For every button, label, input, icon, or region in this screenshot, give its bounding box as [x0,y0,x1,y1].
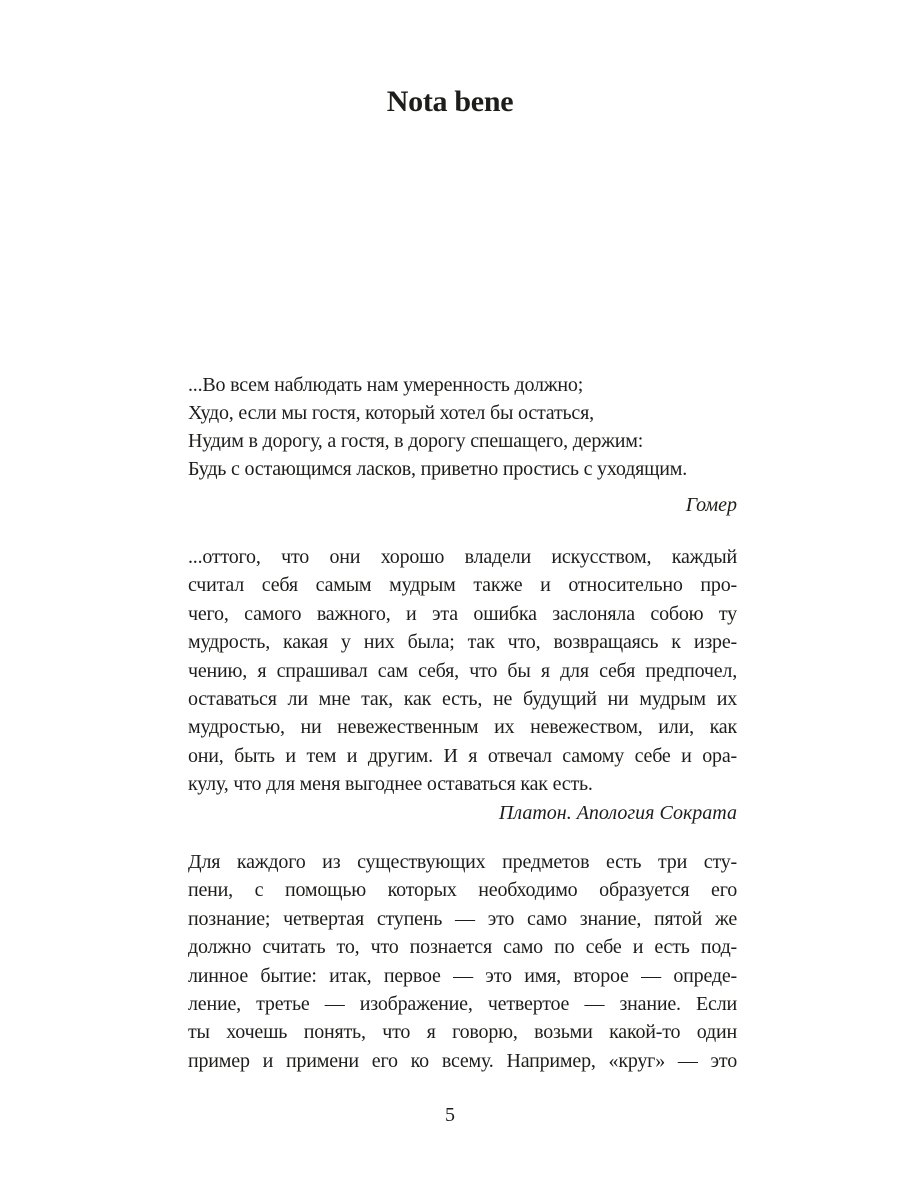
page-title: Nota bene [386,85,514,118]
text-line: чего, самого важного, и эта ошибка заслоняла собою ту [188,602,737,625]
text-line: познание; четвертая ступень — это само знание, пятой же [188,907,737,930]
text-line: пример и примени его ко всему. Например, «круг» — это [188,1049,737,1072]
text-line: линное бытие: итак, первое — это имя, второе — опреде- [188,964,737,987]
quote-paragraph [188,543,737,799]
body-paragraph [188,848,737,1075]
verse-line: Будь с остающимся ласков, приветно простись с уходящим. [188,458,688,480]
text-line: пени, с помощью которых необходимо образуется его [188,879,737,902]
text-line: считал себя самым мудрым также и относительно про- [188,574,737,597]
verse-line: ...Во всем наблюдать нам умеренность должно; [188,374,584,396]
text-line: ...оттого, что они хорошо владели искусством, каждый [188,546,737,568]
text-line: они, быть и тем и другим. И я отвечал самому себе и ора- [188,744,737,767]
text-line: оставаться ли мне так, как есть, не будущий ни мудрым их [188,687,737,710]
text-line: ты хочешь понять, что я говорю, возьми какой-то один [188,1021,737,1044]
verse-line: Худо, если мы гостя, который хотел бы остаться, [188,402,594,424]
text-line: должно считать то, что познается само по себе и есть под- [188,936,737,959]
text-line: Для каждого из существующих предметов есть три сту- [188,851,737,873]
quote-attribution: Платон. Апология Сократа [498,802,737,824]
page-number: 5 [445,1104,455,1126]
text-line: чению, я спрашивал сам себя, что бы я для себя предпочел, [188,659,737,682]
text-line: кулу, что для меня выгоднее оставаться как есть. [188,773,593,796]
text-line: мудростью, ни невежественным их невежеством, или, как [188,716,737,739]
epigraph-verse [188,371,740,483]
epigraph-attribution: Гомер [685,494,737,516]
text-line: мудрость, какая у них была; так что, возвращаясь к изре- [188,631,737,654]
verse-line: Нудим в дорогу, а гостя, в дорогу спешащего, держим: [188,430,644,452]
text-line: ление, третье — изображение, четвертое — знание. Если [188,992,737,1015]
